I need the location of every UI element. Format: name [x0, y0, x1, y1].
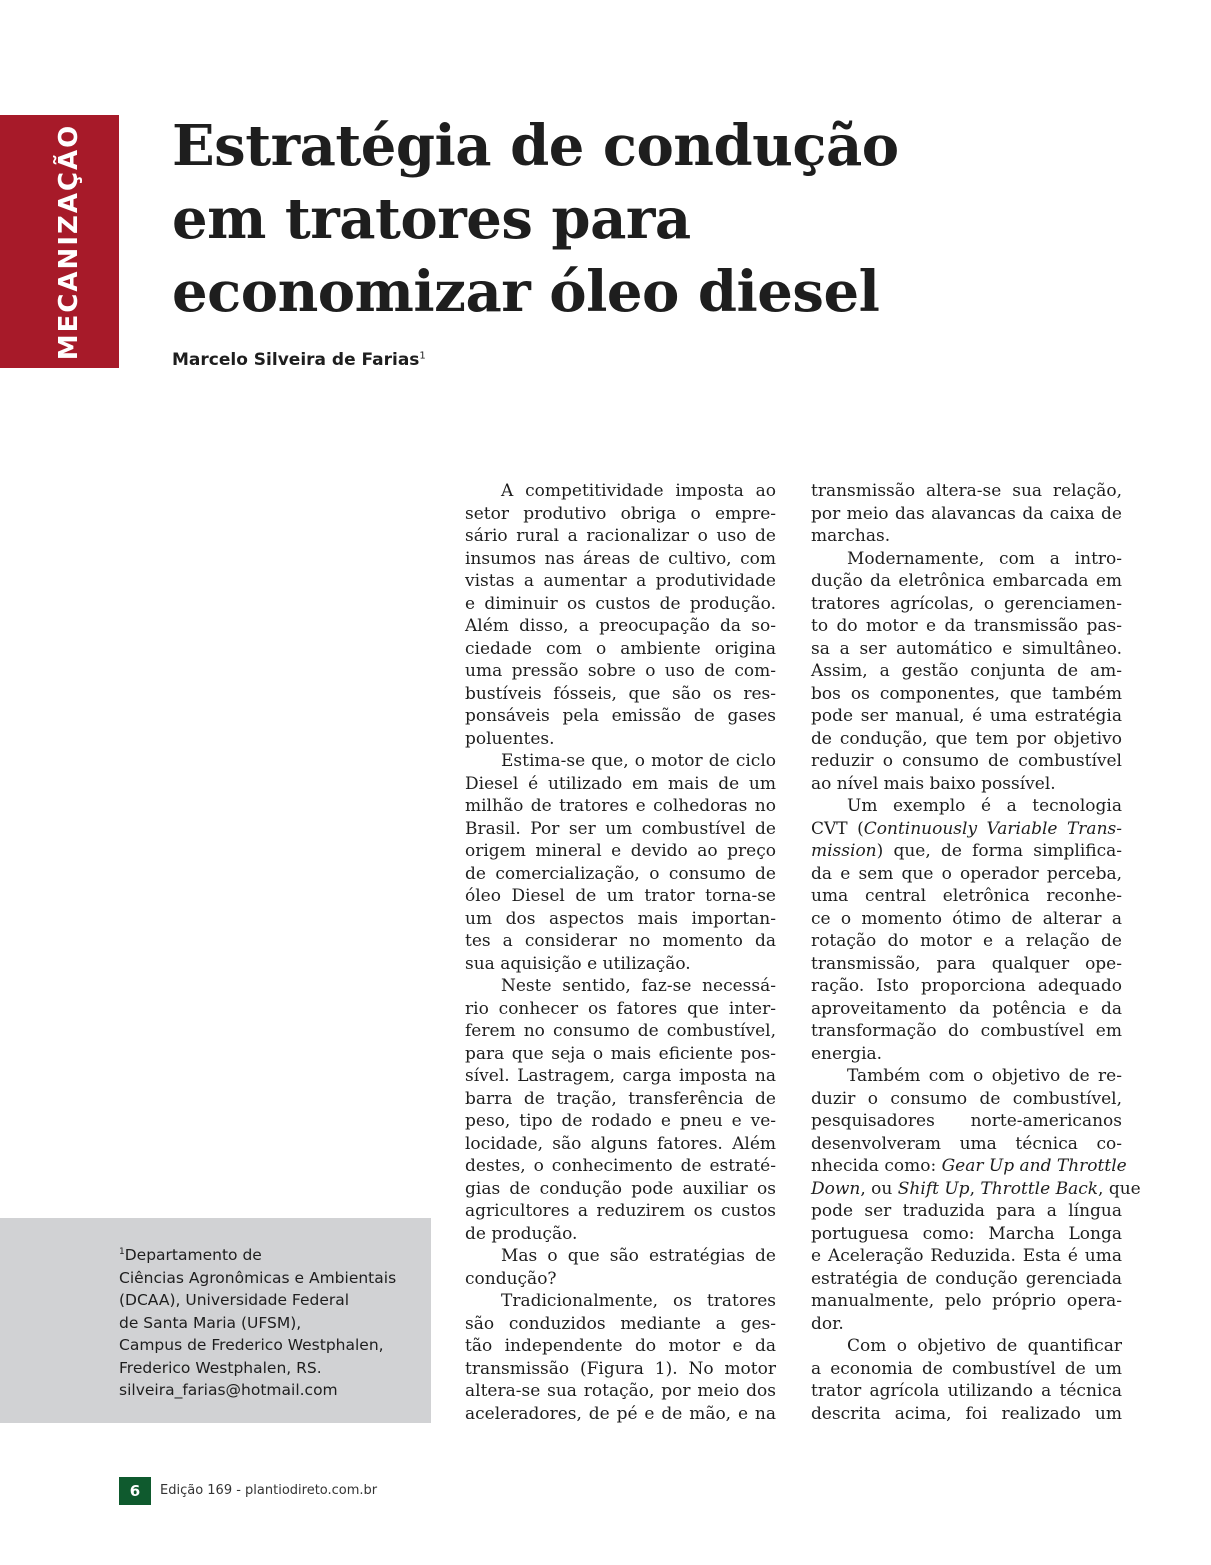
body-line: portuguesa como: Marcha Longa [811, 1223, 1122, 1244]
body-line: Neste sentido, faz-se necessá- [501, 976, 776, 996]
body-line: Diesel é utilizado em mais de um [465, 773, 776, 794]
body-line: são conduzidos mediante a ges- [465, 1313, 776, 1334]
body-line: reduzir o consumo de combustível [811, 751, 1122, 771]
body-line: para que seja o mais eficiente pos- [465, 1043, 776, 1064]
body-line: transmissão, para qualquer ope- [811, 953, 1122, 974]
body-line: tes a considerar no momento da [465, 931, 776, 951]
body-line: uma central eletrônica reconhe- [811, 886, 1122, 906]
body-line: a economia de combustível de um [811, 1358, 1122, 1379]
affiliation-line [119, 1241, 396, 1267]
body-line: Estima-se que, o motor de ciclo [501, 751, 776, 771]
body-line: trator agrícola utilizando a técnica [811, 1381, 1122, 1401]
body-line: aproveitamento da potência e da [811, 998, 1122, 1019]
body-line: de condução, que tem por objetivo [811, 728, 1122, 749]
body-line [811, 818, 1122, 841]
body-line: estratégia de condução gerenciada [811, 1268, 1122, 1289]
body-line: de comercialização, o consumo de [465, 863, 776, 884]
text-run: nhecida como: [811, 1156, 942, 1176]
body-line: pode ser manual, é uma estratégia [811, 706, 1122, 726]
body-line: Tradicionalmente, os tratores [501, 1291, 776, 1311]
body-line: Modernamente, com a intro- [847, 548, 1122, 569]
author-email: silveira_farias@hotmail.com [119, 1381, 338, 1400]
body-line: descrita acima, foi realizado um [811, 1403, 1122, 1424]
body-line: dução da eletrônica embarcada em [811, 571, 1122, 591]
body-line: óleo Diesel de um trator torna-se [465, 886, 776, 906]
body-line: manualmente, pelo próprio opera- [811, 1291, 1122, 1311]
italic-term: Gear Up and Throttle [941, 1156, 1127, 1176]
body-line: aceleradores, de pé e de mão, e na [465, 1403, 776, 1424]
body-line: bos os componentes, que também [811, 683, 1122, 704]
body-line: Um exemplo é a tecnologia [847, 796, 1122, 816]
body-line: desenvolveram uma técnica co- [811, 1133, 1122, 1154]
body-line: gias de condução pode auxiliar os [465, 1178, 776, 1199]
footer-text: Edição 169 - plantiodireto.com.br [160, 1483, 378, 1498]
text-run: ) que, de forma simplifica- [876, 841, 1122, 861]
body-line: milhão de tratores e colhedoras no [465, 796, 776, 816]
body-line: altera-se sua rotação, por meio dos [465, 1381, 776, 1401]
body-line: barra de tração, transferência de [465, 1088, 776, 1109]
body-line: setor produtivo obriga o empre- [465, 503, 776, 524]
body-line: destes, o conhecimento de estraté- [465, 1156, 776, 1176]
body-line: A competitividade imposta ao [501, 481, 776, 501]
body-line: duzir o consumo de combustível, [811, 1088, 1122, 1109]
body-line: e diminuir os custos de produção. [465, 593, 776, 614]
affiliation-line: Campus de Frederico Westphalen, [119, 1336, 384, 1355]
text-run: , [969, 1178, 981, 1199]
body-line: Assim, a gestão conjunta de am- [811, 661, 1122, 681]
body-line: insumos nas áreas de cultivo, com [465, 548, 776, 569]
body-line: ao nível mais baixo possível. [811, 773, 1056, 794]
body-line: vistas a aumentar a produtividade [465, 571, 776, 591]
title-line: em tratores para [172, 186, 691, 252]
body-line: ce o momento ótimo de alterar a [811, 908, 1122, 929]
italic-term: Down [811, 1178, 861, 1199]
body-line: tratores agrícolas, o gerenciamen- [811, 593, 1122, 614]
body-line: poluentes. [465, 728, 555, 749]
body-line: Além disso, a preocupação da so- [465, 616, 776, 636]
article-title [172, 110, 1072, 329]
body-line: rio conhecer os fatores que inter- [465, 998, 776, 1019]
affiliation-text [119, 1241, 396, 1402]
author-name: Marcelo Silveira de Farias [172, 350, 420, 370]
body-line: Mas o que são estratégias de [501, 1246, 776, 1266]
body-line: sível. Lastragem, carga imposta na [465, 1066, 776, 1086]
title-line: economizar óleo diesel [172, 259, 880, 325]
body-line: Brasil. Por ser um combustível de [465, 818, 776, 839]
body-line [811, 1178, 1141, 1201]
body-column-2 [811, 480, 1141, 1425]
body-line: Com o objetivo de quantificar [847, 1336, 1122, 1356]
body-line: transmissão altera-se sua relação, [811, 481, 1122, 501]
affiliation-line: Ciências Agronômicas e Ambientais [119, 1268, 397, 1287]
body-line: tão independente do motor e da [465, 1336, 776, 1356]
page-number: 6 [119, 1477, 151, 1505]
body-line: pode ser traduzida para a língua [811, 1201, 1122, 1221]
body-line: peso, tipo de rodado e pneu e ve- [465, 1111, 776, 1131]
affiliation-line: (DCAA), Universidade Federal [119, 1291, 350, 1310]
body-column-1 [465, 480, 776, 1425]
affiliation-line: de Santa Maria (UFSM), [119, 1313, 302, 1332]
body-line: dor. [811, 1313, 844, 1334]
body-line: e Aceleração Reduzida. Esta é uma [811, 1246, 1122, 1266]
body-line: condução? [465, 1268, 557, 1289]
body-line: Também com o objetivo de re- [847, 1066, 1122, 1086]
body-line: ciedade com o ambiente origina [465, 638, 776, 659]
body-line: transmissão (Figura 1). No motor [465, 1358, 776, 1379]
italic-term: Throttle Back [980, 1178, 1099, 1199]
body-line: agricultores a reduzirem os custos [465, 1201, 776, 1221]
body-line: sa a ser automático e simultâneo. [811, 638, 1122, 659]
author-byline [172, 350, 426, 370]
body-line: ração. Isto proporciona adequado [811, 976, 1122, 996]
text-run: CVT ( [811, 818, 864, 839]
body-line: ponsáveis pela emissão de gases [465, 706, 776, 726]
affiliation-dept: Departamento de [124, 1246, 262, 1265]
body-line: origem mineral e devido ao preço [465, 841, 776, 861]
body-line: pesquisadores norte-americanos [811, 1111, 1122, 1131]
title-line: Estratégia de condução [172, 113, 899, 179]
body-line: rotação do motor e a relação de [811, 931, 1122, 951]
body-line: um dos aspectos mais importan- [465, 908, 776, 929]
body-line: da e sem que o operador perceba, [811, 863, 1122, 884]
affiliation-line: Frederico Westphalen, RS. [119, 1358, 322, 1377]
body-line: bustíveis fósseis, que são os res- [465, 683, 776, 704]
body-line: ferem no consumo de combustível, [465, 1021, 776, 1041]
text-run: , que [1098, 1178, 1141, 1199]
body-line [811, 840, 1122, 863]
italic-term: Continuously Variable Trans- [863, 818, 1122, 839]
body-line: to do motor e da transmissão pas- [811, 616, 1122, 636]
body-line: sário rural a racionalizar o uso de [465, 526, 776, 546]
italic-term: mission [811, 841, 877, 861]
body-line: locidade, são alguns fatores. Além [465, 1133, 776, 1154]
body-line: de produção. [465, 1223, 578, 1244]
author-footnote-marker: 1 [419, 350, 426, 362]
italic-term: Shift Up [897, 1178, 970, 1199]
body-line: transformação do combustível em [811, 1021, 1122, 1041]
body-line: uma pressão sobre o uso de com- [465, 661, 776, 681]
body-line: marchas. [811, 526, 891, 546]
body-line [811, 1155, 1127, 1178]
text-run: , ou [860, 1178, 898, 1199]
section-label: MECANIZAÇÃO [54, 123, 84, 361]
body-line: sua aquisição e utilização. [465, 953, 691, 974]
affiliation-footnote-marker: 1 [119, 1247, 125, 1257]
body-line: por meio das alavancas da caixa de [811, 503, 1122, 524]
body-line: energia. [811, 1043, 883, 1064]
